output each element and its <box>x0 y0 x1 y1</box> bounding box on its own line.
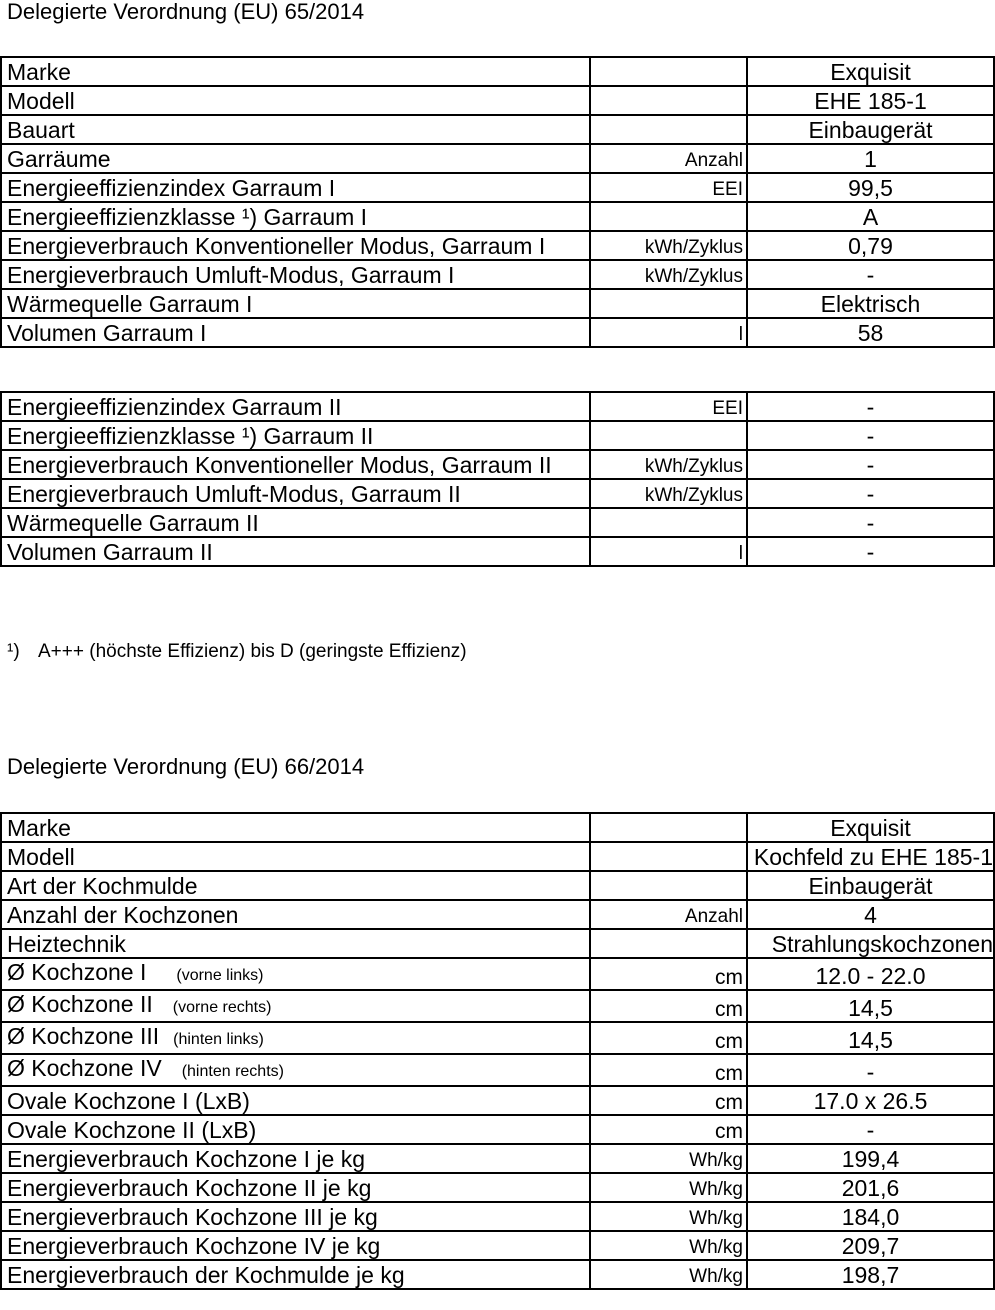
row-label: Ø Kochzone I <box>7 959 147 985</box>
row-label-cell <box>1 115 590 144</box>
row-unit: kWh/Zyklus <box>590 450 747 479</box>
row-label: Ø Kochzone II <box>7 991 153 1017</box>
row-note: (vorne links) <box>176 967 264 984</box>
row-value: Exquisit <box>747 813 994 842</box>
table-row <box>1 900 994 929</box>
row-note: (vorne rechts) <box>172 999 272 1016</box>
row-label: Wärmequelle Garraum II <box>7 510 259 536</box>
row-value: Strahlungskochzonen <box>747 929 994 958</box>
row-value: Elektrisch <box>747 289 994 318</box>
row-unit <box>590 421 747 450</box>
row-unit <box>590 508 747 537</box>
table-row <box>1 1260 994 1289</box>
row-unit: cm <box>590 1054 747 1086</box>
row-value: 99,5 <box>747 173 994 202</box>
row-unit: cm <box>590 990 747 1022</box>
row-note: (hinten links) <box>173 1031 264 1048</box>
row-unit <box>590 115 747 144</box>
table-row <box>1 479 994 508</box>
row-unit: Wh/kg <box>590 1144 747 1173</box>
row-value: 201,6 <box>747 1173 994 1202</box>
row-label-cell <box>1 1022 590 1054</box>
row-unit: EEI <box>590 173 747 202</box>
table-row <box>1 1231 994 1260</box>
row-label-cell <box>1 990 590 1022</box>
section-title-66-2014: Delegierte Verordnung (EU) 66/2014 <box>7 754 365 779</box>
row-label-cell <box>1 508 590 537</box>
row-value: EHE 185-1 <box>747 86 994 115</box>
row-label: Marke <box>7 59 71 85</box>
row-value: Einbaugerät <box>747 115 994 144</box>
table-row <box>1 421 994 450</box>
row-label-cell <box>1 1054 590 1086</box>
row-value: - <box>747 1115 994 1144</box>
row-label-cell <box>1 450 590 479</box>
row-value: - <box>747 537 994 566</box>
row-label-cell <box>1 392 590 421</box>
row-unit: EEI <box>590 392 747 421</box>
row-label: Volumen Garraum I <box>7 320 207 346</box>
row-label-cell <box>1 1231 590 1260</box>
row-label-cell <box>1 1260 590 1289</box>
row-unit: l <box>590 318 747 347</box>
row-label-cell <box>1 421 590 450</box>
row-unit <box>590 86 747 115</box>
row-label-cell <box>1 813 590 842</box>
row-value: - <box>747 421 994 450</box>
row-note: (hinten rechts) <box>181 1063 284 1080</box>
row-label-cell <box>1 144 590 173</box>
row-label-cell <box>1 958 590 990</box>
row-label: Garräume <box>7 146 111 172</box>
row-label: Energieverbrauch der Kochmulde je kg <box>7 1262 405 1288</box>
row-value: Einbaugerät <box>747 871 994 900</box>
row-label-cell <box>1 202 590 231</box>
row-unit: Wh/kg <box>590 1260 747 1289</box>
row-value: 12.0 - 22.0 <box>747 958 994 990</box>
table-row <box>1 1086 994 1115</box>
table-row <box>1 1173 994 1202</box>
row-label: Energieverbrauch Kochzone I je kg <box>7 1146 365 1172</box>
row-unit: kWh/Zyklus <box>590 479 747 508</box>
row-label: Anzahl der Kochzonen <box>7 902 239 928</box>
table-row <box>1 508 994 537</box>
table-row <box>1 929 994 958</box>
row-label-cell <box>1 86 590 115</box>
row-label: Ovale Kochzone II (LxB) <box>7 1117 257 1143</box>
row-label: Ovale Kochzone I (LxB) <box>7 1088 250 1114</box>
row-value: 184,0 <box>747 1202 994 1231</box>
row-value: 1 <box>747 144 994 173</box>
row-label: Energieverbrauch Konventioneller Modus, Garraum I <box>7 233 546 259</box>
row-label: Energieeffizienzklasse ¹) Garraum I <box>7 204 368 230</box>
row-unit <box>590 871 747 900</box>
row-value: - <box>747 392 994 421</box>
row-label-cell <box>1 1086 590 1115</box>
row-label: Modell <box>7 88 75 114</box>
row-value: - <box>747 450 994 479</box>
row-value: Exquisit <box>747 57 994 86</box>
row-label-cell <box>1 871 590 900</box>
row-value: 4 <box>747 900 994 929</box>
table-row <box>1 115 994 144</box>
table-row <box>1 1202 994 1231</box>
row-label: Energieeffizienzindex Garraum II <box>7 394 342 420</box>
table-row <box>1 537 994 566</box>
row-label-cell <box>1 318 590 347</box>
row-label: Volumen Garraum II <box>7 539 213 565</box>
row-unit <box>590 813 747 842</box>
row-unit <box>590 202 747 231</box>
row-label: Ø Kochzone IV <box>7 1055 162 1081</box>
row-unit: cm <box>590 1086 747 1115</box>
row-label-cell <box>1 842 590 871</box>
row-label: Energieverbrauch Kochzone IV je kg <box>7 1233 381 1259</box>
table-row <box>1 289 994 318</box>
row-value: - <box>747 1054 994 1086</box>
row-unit <box>590 289 747 318</box>
table-row <box>1 1144 994 1173</box>
footnote-marker: ¹) <box>7 641 20 662</box>
table-row <box>1 813 994 842</box>
row-unit <box>590 57 747 86</box>
row-unit <box>590 842 747 871</box>
table-row <box>1 173 994 202</box>
row-label-cell <box>1 1144 590 1173</box>
table-row <box>1 1054 994 1086</box>
row-label-cell <box>1 289 590 318</box>
table-row <box>1 392 994 421</box>
row-unit: Wh/kg <box>590 1202 747 1231</box>
table-row <box>1 958 994 990</box>
row-label: Heiztechnik <box>7 931 126 957</box>
row-label-cell <box>1 231 590 260</box>
table-row <box>1 231 994 260</box>
row-value: 58 <box>747 318 994 347</box>
section-title-65-2014: Delegierte Verordnung (EU) 65/2014 <box>7 0 365 24</box>
footnote-text: A+++ (höchste Effizienz) bis D (geringste Effizienz) <box>38 641 467 662</box>
row-unit: Wh/kg <box>590 1231 747 1260</box>
table-row <box>1 450 994 479</box>
row-unit: kWh/Zyklus <box>590 260 747 289</box>
row-unit: cm <box>590 958 747 990</box>
row-unit: cm <box>590 1115 747 1144</box>
row-unit: cm <box>590 1022 747 1054</box>
row-unit: kWh/Zyklus <box>590 231 747 260</box>
row-label: Energieverbrauch Kochzone II je kg <box>7 1175 372 1201</box>
row-unit <box>590 929 747 958</box>
row-unit: Anzahl <box>590 900 747 929</box>
table-row <box>1 86 994 115</box>
row-label: Marke <box>7 815 71 841</box>
row-value: 17.0 x 26.5 <box>747 1086 994 1115</box>
table-row <box>1 871 994 900</box>
row-label-cell <box>1 173 590 202</box>
row-label: Energieverbrauch Kochzone III je kg <box>7 1204 378 1230</box>
row-value: - <box>747 508 994 537</box>
row-label: Art der Kochmulde <box>7 873 198 899</box>
row-value: 0,79 <box>747 231 994 260</box>
row-value: 198,7 <box>747 1260 994 1289</box>
row-label: Ø Kochzone III <box>7 1023 160 1049</box>
table-row <box>1 1115 994 1144</box>
row-label-cell <box>1 929 590 958</box>
row-value: - <box>747 479 994 508</box>
row-label-cell <box>1 1173 590 1202</box>
row-value: 14,5 <box>747 990 994 1022</box>
footnote <box>7 641 467 663</box>
row-label-cell <box>1 260 590 289</box>
table-row <box>1 57 994 86</box>
row-label: Modell <box>7 844 75 870</box>
table-row <box>1 990 994 1022</box>
row-unit: l <box>590 537 747 566</box>
table-row <box>1 260 994 289</box>
row-label: Energieverbrauch Umluft-Modus, Garraum II <box>7 481 461 507</box>
row-label-cell <box>1 479 590 508</box>
row-label: Bauart <box>7 117 75 143</box>
row-label-cell <box>1 57 590 86</box>
row-value: 14,5 <box>747 1022 994 1054</box>
hob-data-table <box>0 812 995 1290</box>
row-label: Energieverbrauch Umluft-Modus, Garraum I <box>7 262 455 288</box>
row-value: - <box>747 260 994 289</box>
row-label: Energieverbrauch Konventioneller Modus, Garraum II <box>7 452 552 478</box>
row-unit: Wh/kg <box>590 1173 747 1202</box>
row-value: Kochfeld zu EHE 185-1 <box>747 842 994 871</box>
row-label: Energieeffizienzindex Garraum I <box>7 175 336 201</box>
row-label-cell <box>1 900 590 929</box>
table-row <box>1 202 994 231</box>
oven-cavity-2-table <box>0 391 995 567</box>
table-row <box>1 1022 994 1054</box>
row-unit: Anzahl <box>590 144 747 173</box>
table-row <box>1 318 994 347</box>
oven-data-table <box>0 56 995 348</box>
table-row <box>1 144 994 173</box>
row-value: 209,7 <box>747 1231 994 1260</box>
row-value: 199,4 <box>747 1144 994 1173</box>
row-label: Wärmequelle Garraum I <box>7 291 253 317</box>
table-row <box>1 842 994 871</box>
row-label-cell <box>1 1115 590 1144</box>
row-label: Energieeffizienzklasse ¹) Garraum II <box>7 423 374 449</box>
row-value: A <box>747 202 994 231</box>
row-label-cell <box>1 537 590 566</box>
row-label-cell <box>1 1202 590 1231</box>
